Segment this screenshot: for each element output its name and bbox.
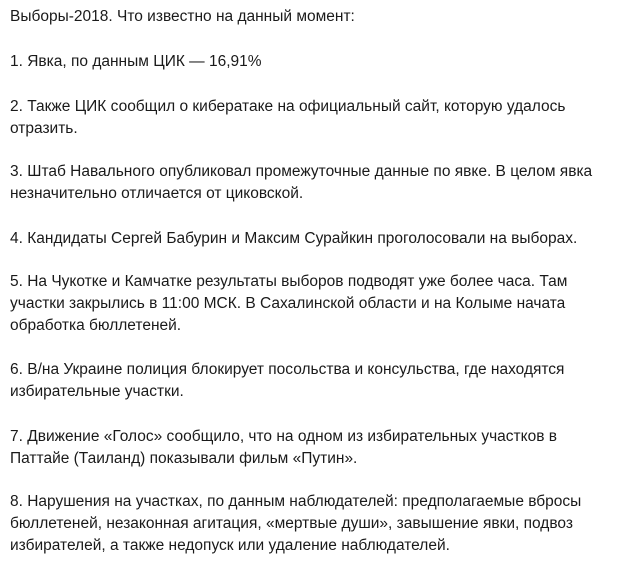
item-8-line-1: 8. Нарушения на участках, по данным наблюдателей: предполагаемые вбросы (10, 493, 582, 510)
item-1-line-1: 1. Явка, по данным ЦИК — 16,91% (10, 53, 262, 70)
document-title: Выборы-2018. Что известно на данный момент: (10, 8, 355, 25)
list-item-8 (10, 491, 581, 557)
item-8-line-3: избирателей, а также недопуск или удаление наблюдателей. (10, 537, 450, 554)
item-3-line-1: 3. Штаб Навального опубликовал промежуточные данные по явке. В целом явка (10, 163, 593, 180)
list-item-4 (10, 228, 577, 250)
item-4-line-1: 4. Кандидаты Сергей Бабурин и Максим Сурайкин проголосовали на выборах. (10, 230, 578, 247)
item-5-line-3: обработка бюллетеней. (10, 317, 182, 334)
item-6-line-2: избирательные участки. (10, 383, 184, 400)
list-item-3 (10, 161, 592, 205)
list-item-7 (10, 426, 557, 470)
item-8-line-2: бюллетеней, незаконная агитация, «мертвые души», завышение явки, подвоз (10, 515, 573, 532)
item-7-line-2: Паттайе (Таиланд) показывали фильм «Путин». (10, 450, 358, 467)
item-7-line-1: 7. Движение «Голос» сообщило, что на одном из избирательных участков в (10, 428, 557, 445)
list-item-1 (10, 51, 262, 73)
list-item-5 (10, 271, 567, 337)
list-item-6 (10, 359, 564, 403)
item-2-line-2: отразить. (10, 120, 78, 137)
list-item-2 (10, 96, 565, 140)
item-3-line-2: незначительно отличается от циковской. (10, 185, 304, 202)
item-6-line-1: 6. В/на Украине полиция блокирует посольства и консульства, где находятся (10, 361, 565, 378)
item-2-line-1: 2. Также ЦИК сообщил о кибератаке на официальный сайт, которую удалось (10, 98, 566, 115)
item-5-line-1: 5. На Чукотке и Камчатке результаты выборов подводят уже более часа. Там (10, 273, 568, 290)
item-5-line-2: участки закрылись в 11:00 МСК. В Сахалинской области и на Колыме начата (10, 295, 566, 312)
